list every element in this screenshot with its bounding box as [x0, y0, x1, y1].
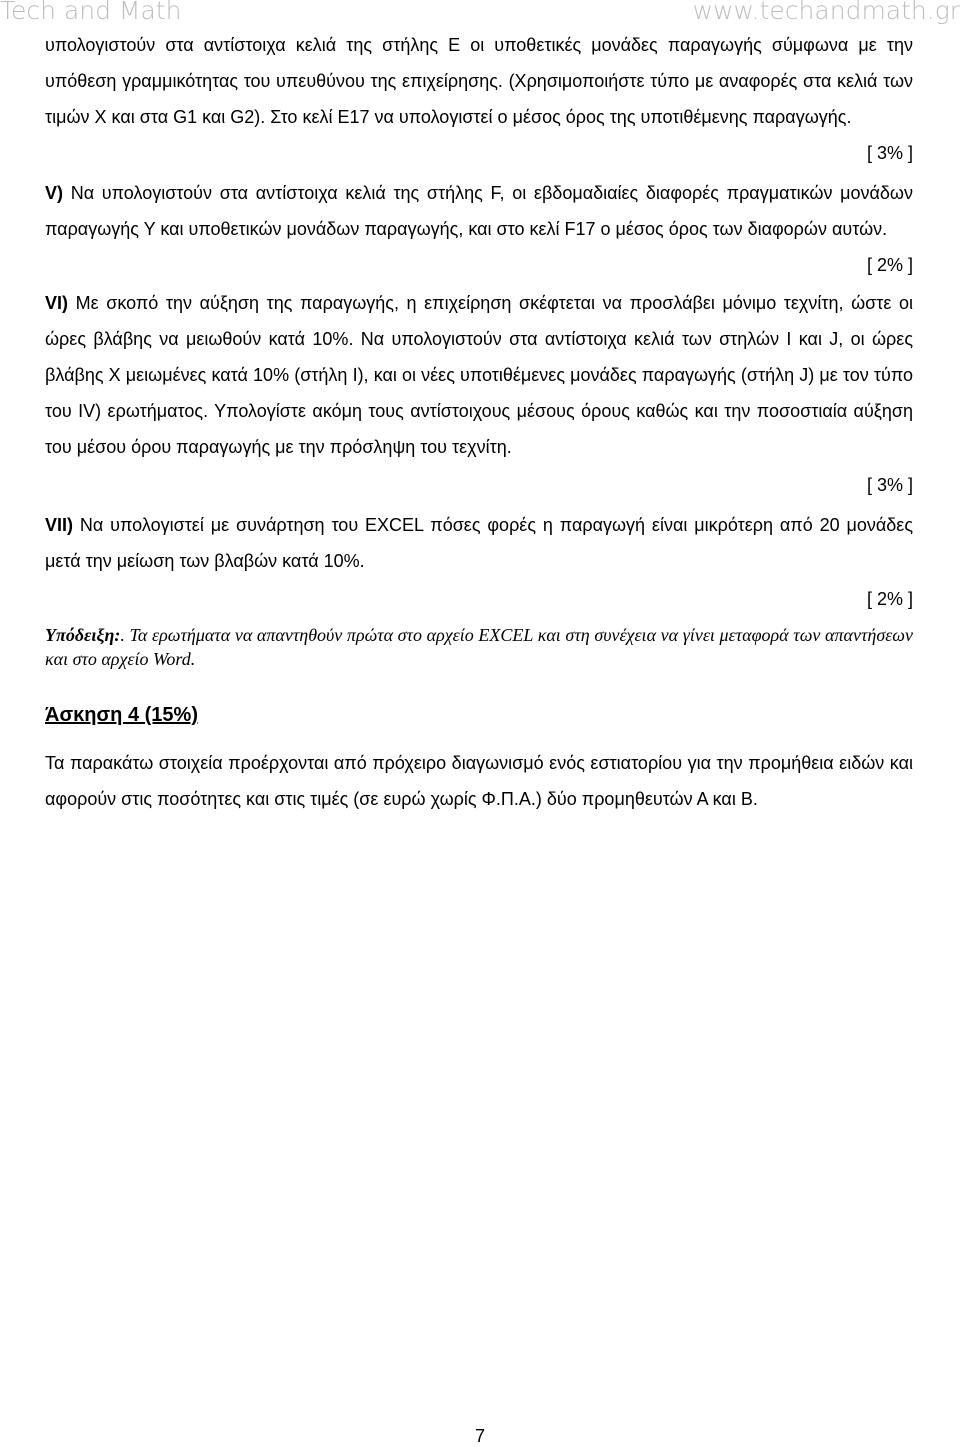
- question-vi-weight: [ 3% ]: [866, 475, 913, 495]
- hint-text: . Τα ερωτήματα να απαντηθούν πρώτα στο αρχείο EXCEL και στη συνέχεια να γίνει μεταφορά των απαντήσεων και στο αρχείο Word.: [45, 625, 913, 669]
- exercise-4-title: Άσκηση 4 (15%): [45, 704, 198, 726]
- header-site-url: www.techandmath.gr: [692, 0, 960, 25]
- question-vii-text: Να υπολογιστεί με συνάρτηση του EXCEL πόσες φορές η παραγωγή είναι μικρότερη από 20 μονάδες μετά την μείωση των βλαβών κατά 10%.: [45, 515, 913, 571]
- question-v: [45, 175, 913, 247]
- question-iv-continued: υπολογιστούν στα αντίστοιχα κελιά της στήλης Ε οι υποθετικές μονάδες παραγωγής σύμφωνα με την υπόθεση γραμμικότητας του υπευθύνου της επιχείρησης. (Χρησιμοποιήστε τύπο με αναφορές στα κελιά των τιμών Χ και στα G1 και G2). Στο κελί E17 να υπολογιστεί ο μέσος όρος της υποτιθέμενης παραγωγής.: [45, 35, 913, 127]
- question-vi: [45, 285, 913, 465]
- question-vi-label: VI): [45, 293, 69, 313]
- question-vi-text: Με σκοπό την αύξηση της παραγωγής, η επιχείρηση σκέφτεται να προσλάβει μόνιμο τεχνίτη, ώστε οι ώρες βλάβης να μειωθούν κατά 10%. Να υπολογιστούν στα αντίστοιχα κελιά των στηλών I και J, οι ώρες βλάβης X μειωμένες κατά 10% (στήλη I), και οι νέες υποτιθέμενες μονάδες παραγωγής (στήλη J) με τον τύπο του IV) ερωτήματος. Υπολογίστε ακόμη τους αντίστοιχους μέσους όρους καθώς και την ποσοστιαία αύξηση του μέσου όρου παραγωγής με την πρόσληψη του τεχνίτη.: [45, 293, 913, 457]
- question-vii-weight: [ 2% ]: [866, 589, 913, 609]
- exercise-4-intro: Τα παρακάτω στοιχεία προέρχονται από πρόχειρο διαγωνισμό ενός εστιατορίου για την προμήθεια ειδών και αφορούν στις ποσότητες και στις τιμές (σε ευρώ χωρίς Φ.Π.Α.) δύο προμηθευτών Α και Β.: [45, 753, 913, 809]
- question-vii-label: VII): [45, 515, 74, 535]
- question-iv-weight: [ 3% ]: [866, 143, 913, 163]
- hint: [45, 623, 913, 671]
- header-site-name: Tech and Math: [0, 0, 182, 25]
- document-body: [45, 27, 913, 817]
- question-v-label: V): [45, 183, 63, 203]
- question-v-weight: [ 2% ]: [866, 255, 913, 275]
- hint-label: Υπόδειξη:: [45, 625, 121, 645]
- question-v-text: Να υπολογιστούν στα αντίστοιχα κελιά της στήλης F, οι εβδομαδιαίες διαφορές πραγματικών μονάδων παραγωγής Υ και υποθετικών μονάδων παραγωγής, και στο κελί F17 ο μέσος όρος των διαφορών αυτών.: [45, 183, 913, 239]
- question-vii: [45, 507, 913, 579]
- page-number: 7: [474, 1426, 485, 1446]
